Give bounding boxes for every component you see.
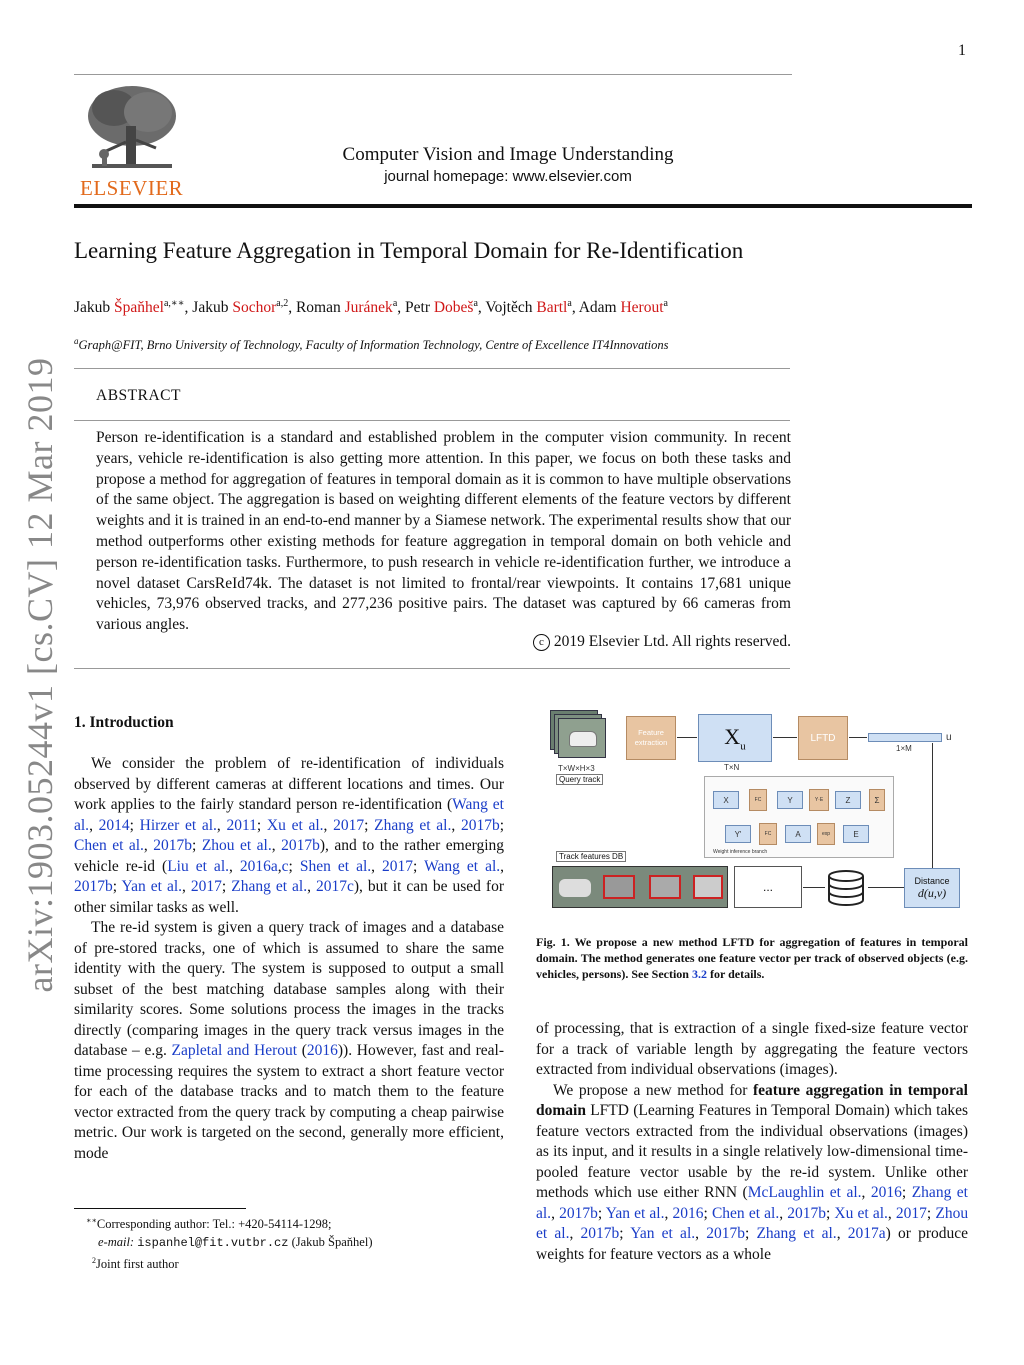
citation-link[interactable]: 2017b [580, 1225, 620, 1242]
citation-link[interactable]: 2017b [787, 1204, 826, 1222]
copyright-icon: c [533, 634, 550, 651]
author-separator: , [184, 299, 193, 317]
author-first-name: Vojtěch [485, 299, 537, 317]
citation-link[interactable]: 2017b [706, 1225, 745, 1242]
xu-box [698, 714, 772, 762]
body-text: ; [901, 1184, 912, 1201]
body-text: LFTD (Learning Features in Temporal Domain) which takes feature vectors extracted from the individual observations (images) as its input, and it results in a single relatively low-dimensional time-pooled feature vector usable by the re-id system. Unlike other methods which use either RNN ( [536, 1102, 968, 1201]
body-text: ; [744, 1225, 757, 1242]
author-name-link[interactable]: Herout [620, 299, 664, 317]
journal-name: Computer Vision and Image Understanding [342, 144, 674, 165]
author-first-name: Adam [578, 299, 621, 317]
detail-e-box: E [843, 825, 869, 843]
citation-link[interactable]: Zhou et al. [201, 837, 272, 854]
lftd-box [798, 716, 848, 760]
citation-link[interactable]: Chen et al. [711, 1204, 780, 1222]
footnote-2-mark: 2 [92, 1256, 96, 1266]
email-link[interactable]: ispanhel@fit.vutbr.cz [137, 1235, 289, 1250]
query-frame-front [558, 718, 606, 758]
body-text: ; [256, 816, 267, 834]
footnote-2 [74, 1252, 504, 1274]
copyright-text: 2019 Elsevier Ltd. All rights reserved. [549, 633, 791, 650]
lftd-detail-panel [704, 776, 894, 858]
title-rule [74, 204, 972, 208]
db-car-3 [649, 875, 681, 899]
citation-link[interactable]: 2016 [870, 1184, 902, 1201]
intro-paragraph-2 [74, 918, 504, 1164]
citation-link[interactable]: 2017c [315, 878, 354, 895]
citation-link[interactable]: McLaughlin et al. [747, 1184, 862, 1201]
body-text: ; [364, 816, 375, 834]
body-text: We consider the problem of re-identification of individuals observed by different cameras at different locations and times. Our work applies to the fairly standard person re-identification ( [74, 755, 504, 813]
detail-y2-box: Y' [725, 825, 751, 843]
body-text: , [664, 1204, 673, 1222]
citation-link[interactable]: Shen et al. [299, 857, 372, 875]
xu-subscript: u [740, 740, 746, 753]
arrow-to-xu [677, 737, 697, 738]
body-text: , [182, 878, 191, 895]
author-name-link[interactable]: Dobeš [433, 299, 474, 317]
detail-ye-box: Y·E [809, 789, 829, 811]
citation-link[interactable]: 2017b [281, 837, 320, 854]
citation-link[interactable]: 2017b [460, 816, 500, 834]
citation-link[interactable]: Zhang et al. [536, 1184, 968, 1222]
database-icon [826, 870, 866, 906]
body-text: , [836, 1225, 848, 1242]
citation-link[interactable]: Xu et al. [266, 816, 324, 834]
abstract-top-rule [74, 368, 790, 369]
body-text: ), but it can be used for other similar tasks as well. [74, 878, 504, 916]
footnote-1 [74, 1212, 504, 1234]
body-text: ( [297, 1042, 307, 1059]
citation-link[interactable]: 2017 [895, 1204, 927, 1222]
header-rule [74, 74, 792, 75]
body-text: ; [221, 878, 232, 895]
detail-z-box: Z [835, 791, 861, 809]
body-text: , [307, 878, 316, 895]
abstract-text: Person re-identification is a standard and established problem in the computer vision community. In recent years, vehicle re-identification is also getting more attention. In this paper, we focus on both these tasks and propose a method for aggregation of features in temporal domain as it is common to have multiple observations of the same object. The aggregation is based on weighting different elements of the feature vectors by different weights and it is trained in an end-to-end manner by a Siamese network. The experimental results show that our method outperforms other existing methods for feature aggregation in temporal domain on both vehicle and person re-identification tasks. Furthermore, to push research in vehicle re-identification further, we introduce a novel dataset CarsReId74k. The dataset is not limited to frontal/rear viewpoints. It contains 17,681 unique vehicles, 73,976 observed tracks, and 277,236 positive pairs. The dataset was captured by 66 cameras from various angles. [96, 429, 791, 634]
query-track-images [550, 710, 606, 762]
citation-link[interactable]: 2016a [239, 857, 278, 875]
author-affiliation-mark: a,2 [276, 298, 289, 309]
paper-title: Learning Feature Aggregation in Temporal Domain for Re-Identification [74, 238, 744, 263]
arrow-down-u [932, 743, 933, 868]
body-text: , [887, 1204, 896, 1222]
detail-exp-box: exp [817, 823, 835, 845]
body-text: ; [619, 1225, 631, 1242]
distance-box [904, 868, 960, 908]
footnote-2-text: Joint first author [96, 1257, 179, 1272]
email-name: (Jakub Špaňhel) [288, 1234, 373, 1249]
body-text: The re-id system is given a query track of images and a database of pre-stored tracks, one of which is assumed to share the same identity with the query. The system is supposed to output a small subset of the best matching database samples along with their similarity scores. Some solutions process the images in the tracks directly (comparing images in the query track versus images in the database – e.g. [74, 919, 504, 1059]
distance-label: Distance [914, 875, 950, 886]
db-car-1 [559, 879, 591, 897]
email-label: e-mail: [98, 1234, 135, 1249]
journal-homepage[interactable]: journal homepage: www.elsevier.com [384, 168, 632, 185]
intro-paragraph-3 [536, 1019, 968, 1081]
detail-y-box: Y [777, 791, 803, 809]
citation-link[interactable]: Zhang et al. [756, 1225, 837, 1242]
intro-paragraph-1 [74, 754, 504, 918]
citation-link[interactable]: 2017b [559, 1204, 598, 1222]
citation-link[interactable]: Zhang et al. [231, 878, 308, 895]
citation-link[interactable]: 2016 [672, 1204, 704, 1222]
xu-label: $X_u$ [724, 723, 746, 753]
citation-link[interactable]: Yan et al. [630, 1225, 696, 1242]
body-text: , [779, 1204, 788, 1222]
body-text: ; [413, 857, 425, 875]
body-text: , [371, 857, 383, 875]
author-first-name: Jakub [192, 299, 233, 317]
body-text: , [277, 857, 282, 875]
citation-link[interactable]: 2017 [190, 878, 222, 895]
body-text: , [451, 816, 461, 834]
citation-link[interactable]: Liu et al. [167, 857, 229, 875]
body-text: , [569, 1225, 581, 1242]
author-list [74, 298, 974, 317]
citation-link[interactable]: Wang et al. [424, 857, 501, 875]
detail-sum-box: Σ [869, 789, 885, 811]
elsevier-logo [74, 82, 184, 200]
author-affiliation-mark: a [473, 298, 478, 309]
body-text: ; [703, 1204, 712, 1222]
db-car-2 [603, 875, 635, 899]
body-text: , [323, 816, 334, 834]
arrow-to-distance [868, 887, 904, 888]
body-text: , [229, 857, 240, 875]
footnote-1-mark: ∗∗ [86, 1216, 97, 1225]
figure-caption [536, 934, 968, 982]
body-text: ; [926, 1204, 936, 1222]
txn-label: T×N [724, 763, 740, 772]
distance-function: d(u,v) [917, 885, 947, 900]
emphasis-text: feature aggregation in temporal domain [536, 1081, 968, 1119]
lftd-label: LFTD [810, 732, 836, 744]
arxiv-id: arXiv:1903.05244v1 [cs.CV] 12 Mar 2019 [20, 357, 60, 993]
page-number: 1 [958, 42, 966, 59]
author-affiliation-mark: a [663, 298, 668, 309]
citation-link[interactable]: Hirzer et al. [139, 816, 217, 834]
footnote-rule [74, 1208, 246, 1209]
body-text: , [551, 1204, 560, 1222]
car-icon [569, 731, 597, 747]
arrow-to-db [803, 887, 825, 888]
arrow-to-u [849, 737, 867, 738]
body-text: , [695, 1225, 707, 1242]
author-separator: , [571, 299, 579, 317]
author-affiliation-mark: a [392, 298, 398, 309]
intro-left-column [74, 754, 504, 1164]
elsevier-wordmark: ELSEVIER [80, 176, 184, 200]
db-ellipsis: ... [762, 880, 773, 894]
detail-fc1-box: FC [749, 789, 767, 811]
affiliation [74, 336, 974, 353]
body-text: ; [499, 816, 504, 834]
journal-header [290, 144, 726, 185]
author-separator: , [477, 299, 486, 317]
body-text: , [89, 816, 99, 834]
citation-link[interactable]: Xu et al. [834, 1204, 888, 1222]
input-dims-label: T×W×H×3 [558, 764, 595, 773]
citation-link[interactable]: 2011 [226, 816, 257, 834]
footnote-email [74, 1234, 504, 1253]
citation-link[interactable]: Zhou et al. [536, 1204, 969, 1242]
citation-link[interactable]: 2017a [847, 1225, 886, 1242]
track-db-images [552, 866, 728, 908]
caption-section-link[interactable]: 3.2 [691, 967, 707, 981]
author-name-link[interactable]: Juránek [344, 299, 393, 317]
body-text: , [216, 816, 227, 834]
citation-link[interactable]: Yan et al. [605, 1204, 665, 1222]
author-first-name: Roman [295, 299, 345, 317]
body-text: ) or produce weights for feature vectors as a whole [536, 1225, 969, 1263]
citation-link[interactable]: 2014 [98, 816, 130, 834]
citation-link[interactable]: Zapletal and Herout [171, 1042, 298, 1059]
elsevier-tree-icon [74, 82, 184, 174]
detail-x-box: X [713, 791, 739, 809]
section-heading-introduction: 1. Introduction [74, 714, 174, 731]
affiliation-mark: a [74, 336, 79, 346]
author-separator: , [288, 299, 296, 317]
copyright-line [96, 633, 791, 651]
citation-link[interactable]: Yan et al. [121, 878, 183, 895]
author-separator: , [397, 299, 406, 317]
u-label: u [946, 732, 952, 743]
intro-paragraph-4 [536, 1081, 968, 1266]
body-text: ; [288, 857, 300, 875]
footnote-1-text: Corresponding author: Tel.: +420-54114-1298; [96, 1217, 332, 1232]
track-db-label: Track features DB [556, 851, 626, 862]
arrow-to-lftd [773, 737, 797, 738]
caption-text: Fig. 1. We propose a new method LFTD for aggregation of features in temporal domain. The method generates one feature vector per track of observed objects (e.g. vehicles, persons). See Section [536, 935, 968, 981]
author-first-name: Jakub [74, 299, 115, 317]
figure-1 [548, 706, 970, 914]
abstract-heading-rule [74, 420, 790, 421]
intro-right-column [536, 1019, 968, 1265]
feature-extraction-label: Feature extraction [634, 728, 668, 747]
weight-branch-label: Weight inference branch [713, 849, 768, 855]
author-affiliation-mark: a [567, 298, 572, 309]
body-text: We propose a new method for [553, 1081, 753, 1099]
db-car-4 [693, 875, 723, 899]
body-text: , [500, 857, 505, 875]
citation-link[interactable]: 2017b [153, 837, 193, 854]
author-first-name: Petr [405, 299, 434, 317]
citation-link[interactable]: Wang et al. [74, 796, 504, 834]
one-by-m-label: 1×M [896, 744, 912, 753]
body-text: ), and to the rather emerging vehicle re-id ( [74, 837, 505, 875]
body-text: ; [192, 837, 202, 854]
db-more-box [734, 866, 802, 908]
body-text: ; [129, 816, 140, 834]
body-text: , [143, 837, 154, 854]
body-text: ; [825, 1204, 835, 1222]
author-affiliation-mark: a,∗∗ [163, 298, 185, 309]
feature-extraction-box [626, 716, 676, 760]
citation-link[interactable]: Chen et al. [74, 837, 144, 854]
citation-link[interactable]: Zhang et al. [374, 816, 452, 834]
citation-link[interactable]: c [281, 857, 289, 875]
citation-link[interactable]: 2017b [74, 878, 113, 895]
body-text: of processing, that is extraction of a single fixed-size feature vector for a track of variable length by aggregating the feature vectors extracted from individual observations (images). [536, 1020, 968, 1078]
caption-suffix: for details. [706, 967, 765, 981]
detail-a-box: A [785, 825, 811, 843]
body-text: ; [597, 1204, 606, 1222]
abstract-heading: ABSTRACT [96, 387, 181, 404]
citation-link[interactable]: 2016 [306, 1042, 338, 1059]
body-text: , [861, 1184, 871, 1201]
abstract-bottom-rule [74, 668, 790, 669]
body-text: , [271, 837, 282, 854]
author-name-link[interactable]: Bartl [536, 299, 568, 317]
arxiv-stamp [20, 357, 60, 993]
detail-fc2-box: FC [759, 823, 777, 845]
query-track-label: Query track [556, 774, 603, 785]
footnotes [74, 1212, 504, 1274]
body-text: )). However, fast and real-time processing requires the system to extract a short feature vector for each of the database tracks and to match them to the feature vector extracted from the query track by computing a cheap pairwise metric. Our work is targeted on the second, generally more efficient, mode [74, 1042, 504, 1162]
body-text: ; [112, 878, 122, 895]
citation-link[interactable]: 2017 [333, 816, 365, 834]
author-name-link[interactable]: Sochor [232, 299, 277, 317]
affiliation-text: Graph@FIT, Brno University of Technology, Faculty of Information Technology, Centre of Excellence IT4Innovations [78, 338, 669, 353]
u-vector-box [868, 733, 942, 742]
citation-link[interactable]: 2017 [382, 857, 414, 875]
author-name-link[interactable]: Špaňhel [114, 299, 164, 317]
